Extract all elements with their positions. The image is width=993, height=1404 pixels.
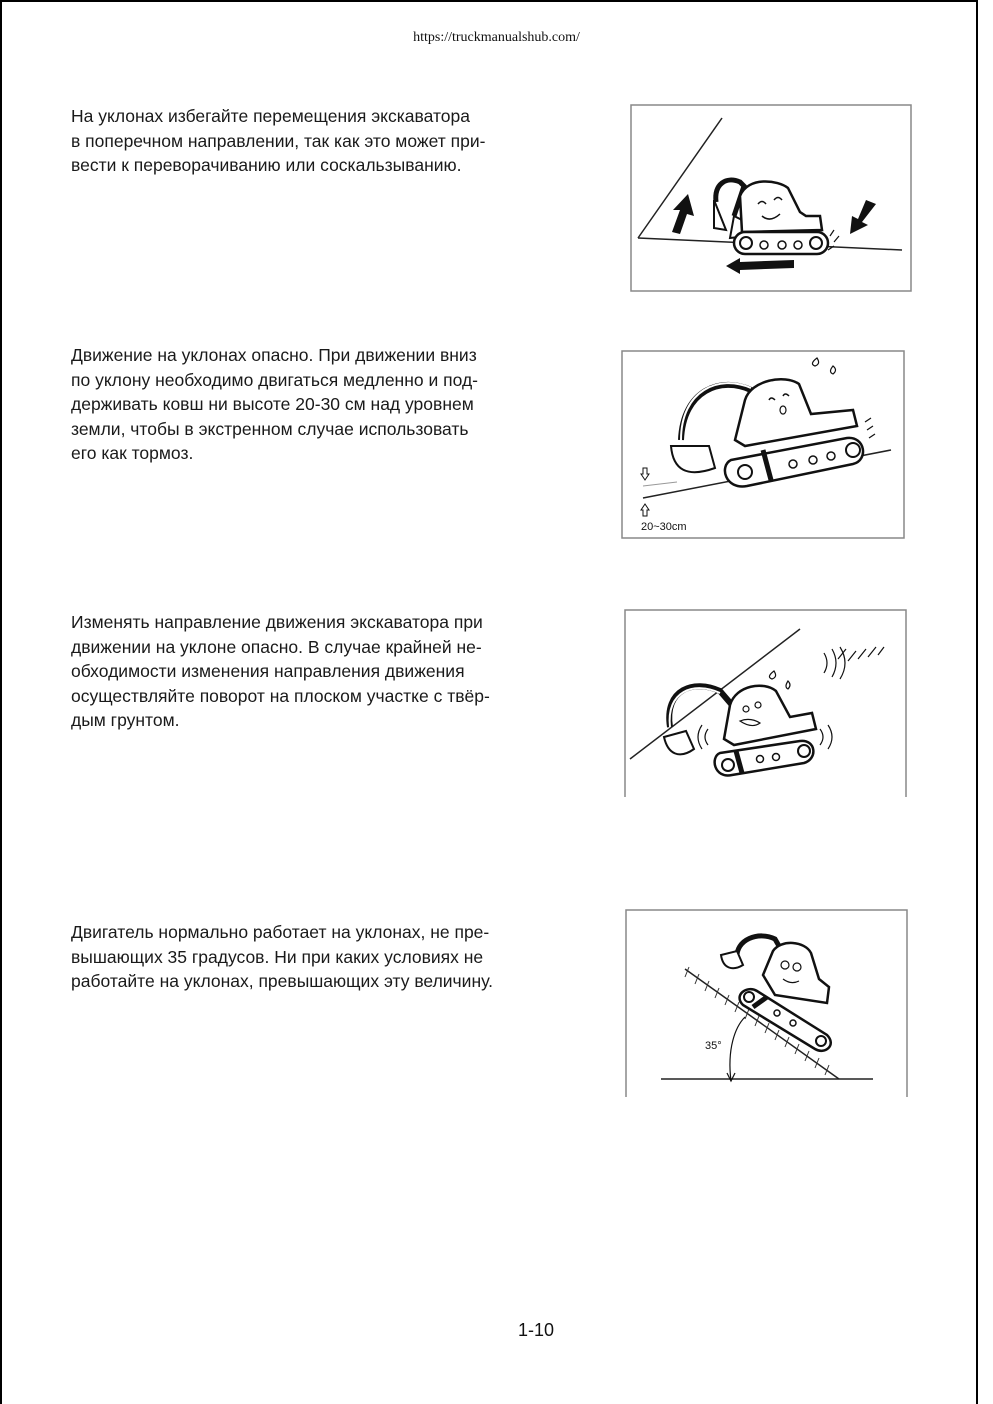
page-border-right	[976, 0, 978, 1404]
paragraph-downhill-travel	[71, 343, 551, 466]
text-line: дым грунтом.	[71, 710, 180, 730]
excavator-sideways-on-slope-illustration	[630, 104, 913, 293]
excavator-downhill-bucket-brake-illustration	[621, 350, 906, 540]
text-line: обходимости изменения направления движения	[71, 661, 465, 681]
text-line: вести к переворачиванию или соскальзыванию.	[71, 155, 462, 175]
figure-label-height: 20~30cm	[641, 521, 687, 533]
text-line: держивать ковш ни высоте 20-30 см над уровнем	[71, 394, 474, 414]
paragraph-slope-limit	[71, 920, 551, 994]
page-border-top	[0, 0, 978, 2]
excavator-35-degree-slope-illustration	[625, 909, 910, 1099]
page-number: 1-10	[517, 1320, 555, 1340]
figure-label-angle: 35°	[705, 1040, 722, 1052]
text-line: в поперечном направлении, так как это может при-	[71, 130, 486, 151]
paragraph-sideways-travel	[71, 104, 551, 178]
text-line: движении на уклоне опасно. В случае крайней не-	[71, 636, 482, 657]
text-line: работайте на уклонах, превышающих эту величину.	[71, 971, 493, 991]
paragraph-direction-change	[71, 610, 551, 733]
text-line: его как тормоз.	[71, 443, 194, 463]
text-line: по уклону необходимо двигаться медленно и под-	[71, 369, 478, 390]
text-line: Двигатель нормально работает на уклонах, не пре-	[71, 922, 490, 942]
text-line: земли, чтобы в экстренном случае использовать	[71, 418, 469, 439]
page-border-left	[0, 0, 2, 1404]
excavator-turning-on-slope-illustration	[624, 609, 909, 799]
text-line: Изменять направление движения экскаватора при	[71, 612, 483, 632]
text-line: На уклонах избегайте перемещения экскаватора	[71, 106, 470, 126]
text-line: Движение на уклонах опасно. При движении вниз	[71, 345, 477, 365]
text-line: осуществляйте поворот на плоском участке с твёр-	[71, 685, 490, 706]
header-url[interactable]: https://truckmanualshub.com/	[413, 30, 580, 45]
text-line: вышающих 35 градусов. Ни при каких условиях не	[71, 946, 484, 967]
